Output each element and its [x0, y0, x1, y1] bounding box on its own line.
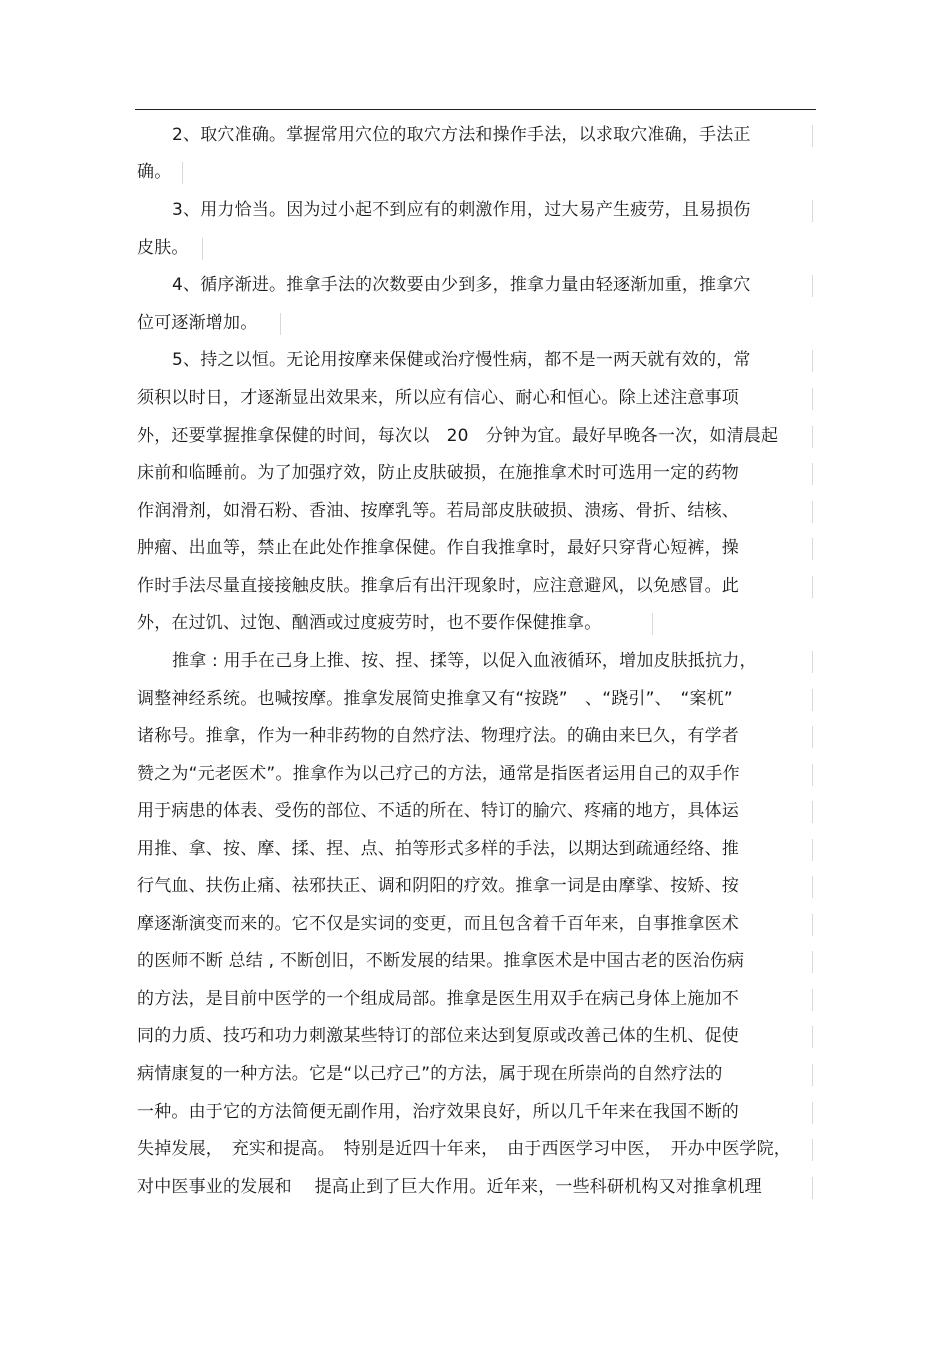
text-line: 用于病患的体表、受伤的部位、不适的所在、特订的腧穴、疼痛的地方，具体运	[137, 801, 739, 821]
line-edge-marker	[202, 238, 203, 260]
line-edge-marker	[812, 275, 813, 297]
text-line: 肿瘤、出血等，禁止在此处作推拿保健。作自我推拿时，最好只穿背心短裤，操	[137, 538, 739, 558]
text-line: 赞之为“元老医术”。推拿作为以己疗己的方法，通常是指医者运用自己的双手作	[137, 764, 740, 784]
text-line: 失掉发展， 充实和提高。 特别是近四十年来， 由于西医学习中医， 开办中医学院，	[137, 1139, 791, 1159]
text-line: 确。	[137, 162, 172, 182]
text-line: 用推、拿、按、摩、揉、捏、点、拍等形式多样的手法，以期达到疏通经络、推	[137, 839, 739, 859]
line-edge-marker	[812, 876, 813, 898]
line-edge-marker	[812, 463, 813, 485]
text-line: 外，在过饥、过饱、酗酒或过度疲劳时，也不要作保健推拿。	[137, 613, 602, 633]
line-edge-marker	[812, 1102, 813, 1124]
text-line: 3、用力恰当。因为过小起不到应有的刺激作用，过大易产生疲劳，且易损伤	[172, 200, 751, 220]
text-line: 作润滑剂，如滑石粉、香油、按摩乳等。若局部皮肤破损、溃疡、骨折、结核、	[137, 501, 739, 521]
text-line: 的医师不断 总结 , 不断创旧，不断发展的结果。推拿医术是中国古老的医治伤病	[137, 951, 745, 971]
text-line: 的方法，是目前中医学的一个组成局部。推拿是医生用双手在病己身体上施加不	[137, 989, 739, 1009]
line-edge-marker	[182, 162, 183, 184]
line-edge-marker	[812, 426, 813, 448]
text-line: 诸称号。推拿，作为一种非药物的自然疗法、物理疗法。的确由来巳久，有学者	[137, 726, 739, 746]
line-edge-marker	[812, 726, 813, 748]
line-edge-marker	[812, 1139, 813, 1161]
line-edge-marker	[812, 125, 813, 147]
text-line: 病情康复的一种方法。它是“以己疗己”的方法，属于现在所崇尚的自然疗法的	[137, 1064, 723, 1084]
line-edge-marker	[812, 764, 813, 786]
text-line: 须积以时日，才逐渐显出效果来，所以应有信心、耐心和恒心。除上述注意事项	[137, 388, 739, 408]
text-line: 一种。由于它的方法简便无副作用，治疗效果良好，所以几千年来在我国不断的	[137, 1102, 739, 1122]
text-line: 床前和临睡前。为了加强疗效，防止皮肤破损，在施推拿术时可选用一定的药物	[137, 463, 739, 483]
line-edge-marker	[812, 501, 813, 523]
header-rule	[135, 109, 816, 110]
line-edge-marker	[812, 388, 813, 410]
text-line: 皮肤。	[137, 238, 189, 258]
text-line: 外，还要掌握推拿保健的时间，每次以 20 分钟为宜。最好早晚各一次，如清晨起	[137, 426, 779, 446]
line-edge-marker	[812, 1177, 813, 1199]
text-line: 调整神经系统。也喊按摩。推拿发展简史推拿又有“按跷” 、“跷引”、 “案杌”	[137, 689, 733, 709]
line-edge-marker	[812, 1026, 813, 1048]
line-edge-marker	[812, 651, 813, 673]
line-edge-marker	[652, 613, 653, 635]
text-line: 摩逐渐演变而来的。它不仅是实词的变更，而且包含着千百年来，自事推拿医术	[137, 914, 739, 934]
line-edge-marker	[812, 350, 813, 372]
line-edge-marker	[812, 801, 813, 823]
line-edge-marker	[812, 200, 813, 222]
line-edge-marker	[812, 839, 813, 861]
text-line: 同的力质、技巧和功力刺激某些特订的部位来达到复原或改善己体的生机、促使	[137, 1026, 739, 1046]
line-edge-marker	[812, 576, 813, 598]
line-edge-marker	[812, 951, 813, 973]
text-line: 对中医事业的发展和 提高止到了巨大作用。近年来，一些科研机构又对推拿机理	[137, 1177, 762, 1197]
text-line: 推拿 : 用手在己身上推、按、捏、揉等，以促入血液循环，增加皮肤抵抗力，	[172, 651, 757, 671]
text-line: 2、取穴准确。掌握常用穴位的取穴方法和操作手法，以求取穴准确，手法正	[172, 125, 751, 145]
line-edge-marker	[812, 689, 813, 711]
line-edge-marker	[812, 538, 813, 560]
text-line: 作时手法尽量直接接触皮肤。推拿后有出汗现象时，应注意避风，以免感冒。此	[137, 576, 739, 596]
text-line: 4、循序渐进。推拿手法的次数要由少到多，推拿力量由轻逐渐加重，推拿穴	[172, 275, 751, 295]
text-line: 位可逐渐增加。	[137, 313, 258, 333]
line-edge-marker	[812, 1064, 813, 1086]
line-edge-marker	[280, 313, 281, 335]
line-edge-marker	[812, 989, 813, 1011]
line-edge-marker	[812, 914, 813, 936]
text-line: 行气血、扶伤止痛、祛邪扶正、调和阴阳的疗效。推拿一词是由摩挲、按矫、按	[137, 876, 739, 896]
text-line: 5、持之以恒。无论用按摩来保健或治疗慢性病，都不是一两天就有效的，常	[172, 350, 751, 370]
